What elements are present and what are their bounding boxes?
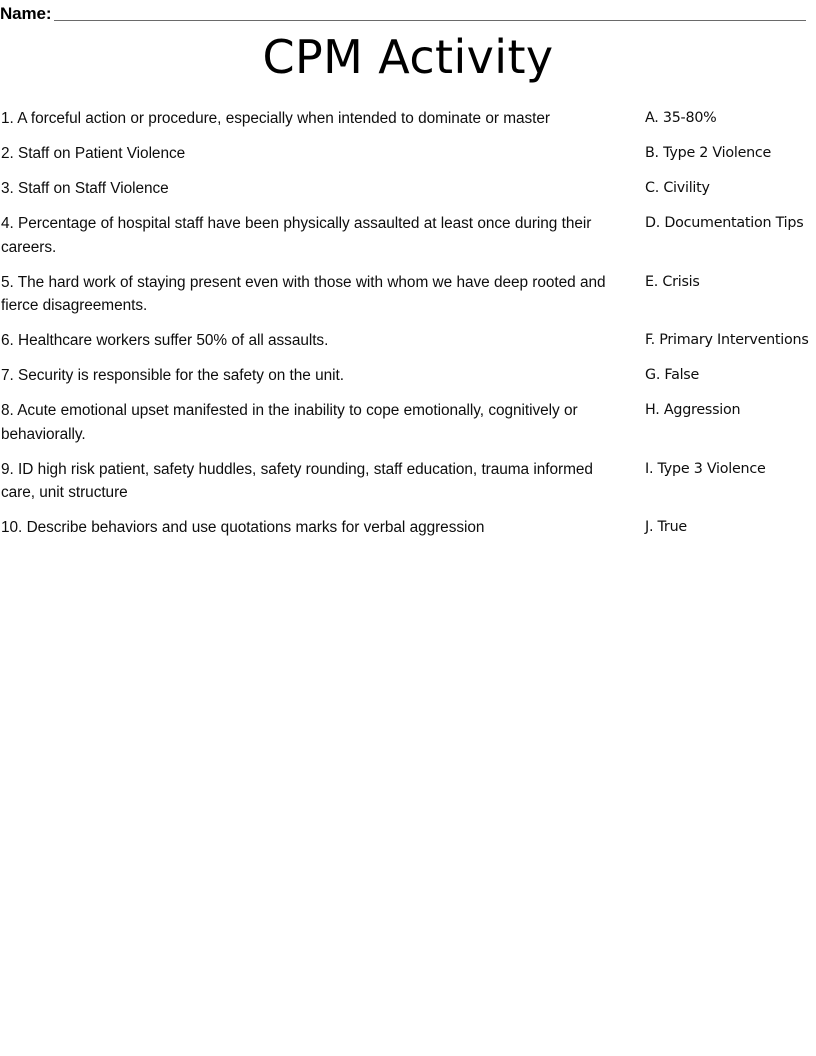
matching-row	[0, 142, 816, 166]
matching-row	[0, 516, 816, 540]
answer-option[interactable]: D. Documentation Tips	[645, 215, 804, 231]
matching-row	[0, 177, 816, 201]
question-item[interactable]: 8. Acute emotional upset manifested in the inability to cope emotionally, cognitively or behaviorally.	[1, 402, 578, 443]
question-item[interactable]: 1. A forceful action or procedure, especially when intended to dominate or master	[1, 110, 550, 127]
name-write-in-line[interactable]	[54, 20, 806, 21]
name-label: Name:	[0, 4, 52, 23]
matching-row	[0, 212, 816, 259]
answer-option[interactable]: B. Type 2 Violence	[645, 145, 772, 161]
answer-option[interactable]: I. Type 3 Violence	[645, 460, 766, 477]
answer-option[interactable]: E. Crisis	[645, 273, 700, 290]
answer-option[interactable]: J. True	[645, 519, 687, 535]
matching-row	[0, 271, 816, 318]
question-item[interactable]: 4. Percentage of hospital staff have been physically assaulted at least once during their careers.	[1, 215, 592, 256]
matching-row	[0, 458, 816, 505]
matching-row	[0, 329, 816, 353]
matching-row	[0, 107, 816, 131]
answer-option[interactable]: F. Primary Interventions	[645, 332, 809, 348]
matching-row	[0, 364, 816, 388]
answer-option[interactable]: C. Civility	[645, 180, 710, 196]
question-item[interactable]: 7. Security is responsible for the safety on the unit.	[1, 367, 344, 384]
answer-option[interactable]: H. Aggression	[645, 402, 741, 418]
question-item[interactable]: 2. Staff on Patient Violence	[1, 145, 186, 162]
question-item[interactable]: 5. The hard work of staying present even with those with whom we have deep rooted and fierce disagreements.	[1, 273, 606, 314]
answer-option[interactable]: G. False	[645, 367, 700, 383]
question-item[interactable]: 9. ID high risk patient, safety huddles, safety rounding, staff education, trauma informed care, unit structure	[1, 460, 593, 501]
name-field-row	[0, 0, 800, 24]
question-item[interactable]: 10. Describe behaviors and use quotations marks for verbal aggression	[1, 519, 485, 536]
answer-option[interactable]: A. 35-80%	[645, 110, 717, 126]
question-item[interactable]: 6. Healthcare workers suffer 50% of all assaults.	[1, 332, 329, 349]
page-title: CPM Activity	[262, 30, 554, 84]
matching-row	[0, 399, 816, 446]
question-item[interactable]: 3. Staff on Staff Violence	[1, 180, 169, 197]
